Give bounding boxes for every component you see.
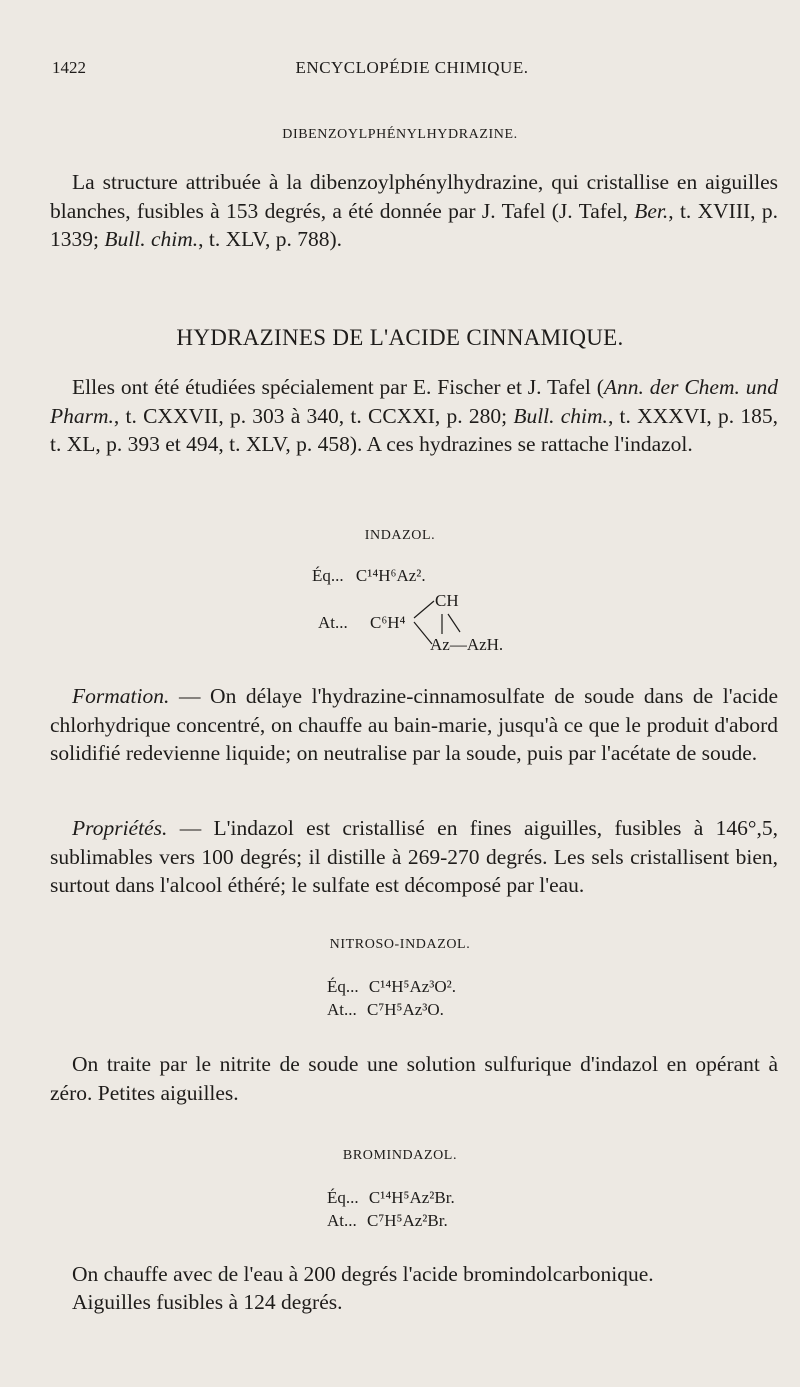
- running-title: ENCYCLOPÉDIE CHIMIQUE.: [295, 58, 529, 77]
- bond-line: [448, 614, 460, 632]
- paragraph-nitroso: On traite par le nitrite de soude une solution sulfurique d'indazol en opérant à zéro. Petites aiguilles.: [50, 1052, 778, 1105]
- formula-atomic-label: At...: [318, 613, 348, 632]
- text-run: , t. XLV, p. 788).: [198, 227, 343, 251]
- formula-equivalent: [312, 565, 426, 587]
- bond-line: [414, 622, 432, 644]
- formula-label: Éq...: [327, 1188, 359, 1207]
- subsection-title-indazol: INDAZOL.: [364, 528, 436, 543]
- formula-equivalent: [327, 976, 456, 998]
- section-title-dibenzoyl: DIBENZOYLPHÉNYLHYDRAZINE.: [282, 127, 518, 142]
- citation: Ann. der Chem. und Pharm.: [50, 375, 778, 428]
- formula-label: Éq...: [312, 566, 344, 585]
- structure-bonds: [410, 596, 462, 652]
- text-run: — On délaye l'hydrazine-cinnamosulfate de soude dans de l'acide chlorhydrique concentré, on chauffe au bain-marie, jusqu'à ce que le produit d'abord solidifié redevienne liquide; on neutralise par la soude, puis par l'acétate de soude.: [50, 684, 778, 765]
- text-run: La structure attribuée à la dibenzoylphénylhydrazine, qui cristallise en aiguilles blanches, fusibles à 153 degrés, a été donnée par J. Tafel (J. Tafel,: [50, 170, 778, 223]
- formula-label: At...: [327, 1000, 357, 1019]
- formula-label: Éq...: [327, 977, 359, 996]
- formula-atomic-prefix: C⁶H⁴: [370, 613, 406, 632]
- citation: Bull. chim.: [513, 403, 608, 428]
- section-title-cinnamique: HYDRAZINES DE L'ACIDE CINNAMIQUE.: [176, 325, 624, 350]
- formula-value: C¹⁴H⁵Az²Br.: [368, 1188, 455, 1207]
- text-run: , t. XXXVI, p. 185, t. XL, p. 393 et 494, t. XLV, p. 458). A ces hydrazines se rattache l'indazol.: [50, 403, 778, 456]
- paragraph-label: Propriétés.: [72, 816, 168, 840]
- structure-ch: CH: [435, 591, 459, 610]
- paragraph-dibenzoyl: [50, 168, 778, 254]
- formula-value: C¹⁴H⁶Az².: [355, 566, 426, 585]
- formula-value: C¹⁴H⁵Az³O².: [368, 977, 456, 996]
- paragraph-formation: [50, 682, 778, 768]
- paragraph-bromindazol-1: On chauffe avec de l'eau à 200 degrés l'acide bromindolcarbonique.: [72, 1262, 654, 1286]
- paragraph-proprietes: [50, 814, 778, 900]
- citation: Ber.: [634, 198, 669, 223]
- formula-atomic: [327, 1210, 448, 1232]
- structure-az: Az—AzH.: [430, 635, 504, 654]
- text-run: , t. XVIII, p. 1339;: [50, 198, 778, 251]
- paragraph-cinnamique: [50, 373, 778, 459]
- text-run: , t. CXXVII, p. 303 à 340, t. CCXXI, p. 280;: [113, 403, 514, 428]
- bond-line: [414, 601, 434, 618]
- citation: Bull. chim.: [104, 227, 199, 251]
- text-run: — L'indazol est cristallisé en fines aiguilles, fusibles à 146°,5, sublimables vers 100 degrés; il distille à 269-270 degrés. Les sels cristallisent bien, surtout dans l'alcool éthéré; le sulfate est décomposé par l'eau.: [50, 816, 778, 897]
- paragraph-label: Formation.: [72, 684, 170, 708]
- formula-label: At...: [327, 1211, 357, 1230]
- formula-value: C⁷H⁵Az³O.: [367, 1000, 444, 1019]
- subsection-title-nitroso: NITROSO-INDAZOL.: [329, 937, 471, 952]
- formula-atomic: [327, 999, 444, 1021]
- page-number: 1422: [52, 58, 86, 77]
- running-header: [52, 58, 772, 82]
- formula-equivalent: [327, 1187, 455, 1209]
- formula-value: C⁷H⁵Az²Br.: [367, 1211, 448, 1230]
- subsection-title-bromindazol: BROMINDAZOL.: [342, 1148, 458, 1163]
- paragraph-bromindazol-2: Aiguilles fusibles à 124 degrés.: [72, 1290, 343, 1314]
- text-run: Elles ont été étudiées spécialement par E. Fischer et J. Tafel (: [72, 375, 604, 399]
